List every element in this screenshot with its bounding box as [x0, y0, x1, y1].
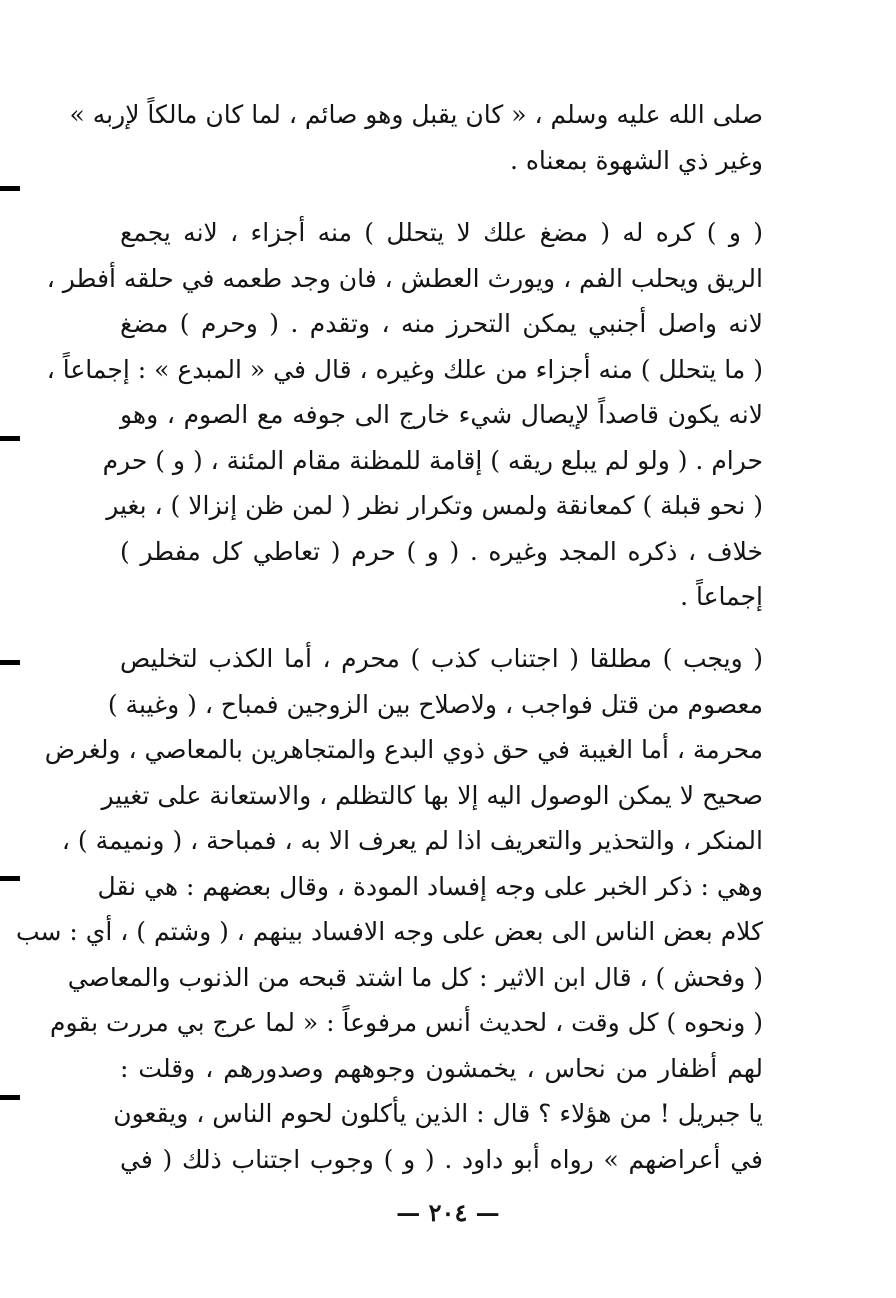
text-line: لانه واصل أجنبي يمكن التحرز منه ، وتقدم . ( وحرم ) مضغ	[120, 309, 763, 338]
text-line: وهي : ذكر الخبر على وجه إفساد المودة ، وقال بعضهم : هي نقل	[97, 871, 763, 901]
binding-edge-mark	[0, 876, 20, 881]
text-line: ( ويجب ) مطلقا ( اجتناب كذب ) محرم ، أما الكذب لتخليص	[120, 644, 763, 673]
paragraph-2	[46, 210, 763, 620]
text-line: إجماعاً .	[680, 582, 763, 611]
binding-edge-mark	[0, 660, 20, 665]
text-line: لانه يكون قاصداً لإيصال شيء خارج الى جوفه مع الصوم ، وهو	[120, 400, 763, 429]
binding-edge-mark	[0, 436, 20, 441]
text-line: محرمة ، أما الغيبة في حق ذوي البدع والمتجاهرين بالمعاصي ، ولغرض	[44, 735, 763, 764]
text-line: خلاف ، ذكره المجد وغيره . ( و ) حرم ( تعاطي كل مفطر )	[120, 536, 763, 566]
paragraph-1	[69, 92, 763, 183]
text-line: وغير ذي الشهوة بمعناه .	[509, 145, 763, 175]
text-line: صلى الله عليه وسلم ، « كان يقبل وهو صائم ، لما كان مالكاً لإربه »	[69, 100, 763, 129]
text-line: ( نحو قبلة ) كمعانقة ولمس وتكرار نظر ( لمن ظن إنزالا ) ، بغير	[106, 491, 763, 520]
text-line: ( ما يتحلل ) منه أجزاء من علك وغيره ، قال في « المبدع » : إجماعاً ،	[46, 354, 763, 384]
binding-edge-mark	[0, 186, 20, 191]
text-line: ( وفحش ) ، قال ابن الاثير : كل ما اشتد قبحه من الذنوب والمعاصي	[67, 962, 763, 992]
text-line: يا جبريل ! من هؤلاء ؟ قال : الذين يأكلون لحوم الناس ، ويقعون	[113, 1099, 763, 1128]
text-line: لهم أظفار من نحاس ، يخمشون وجوههم وصدورهم ، وقلت :	[120, 1053, 763, 1083]
text-line: ( و ) كره له ( مضغ علك لا يتحلل ) منه أجزاء ، لانه يجمع	[120, 218, 763, 247]
text-line: كلام بعض الناس الى بعض على وجه الافساد بينهم ، ( وشتم ) ، أي : سب	[15, 917, 763, 946]
text-line: حرام . ( ولو لم يبلع ريقه ) إقامة للمظنة مقام المئنة ، ( و ) حرم	[102, 445, 763, 475]
text-line: المنكر ، والتحذير والتعريف اذا لم يعرف الا به ، فمباحة ، ( ونميمة ) ،	[61, 826, 763, 855]
text-line: في أعراضهم » رواه أبو داود . ( و ) وجوب اجتناب ذلك ( في	[120, 1144, 763, 1174]
paragraph-3	[15, 636, 763, 1182]
text-line: معصوم من قتل فواجب ، ولاصلاح بين الزوجين فمباح ، ( وغيبة )	[107, 689, 763, 719]
text-line: ( ونحوه ) كل وقت ، لحديث أنس مرفوعاً : « لما عرج بي مررت بقوم	[50, 1008, 763, 1037]
binding-edge-mark	[0, 1095, 20, 1100]
page-number: — ٢٠٤ —	[396, 1198, 500, 1227]
text-line: صحيح لا يمكن الوصول اليه إلا بها كالتظلم ، والاستعانة على تغيير	[101, 780, 763, 810]
text-line: الريق ويحلب الفم ، ويورث العطش ، فان وجد طعمه في حلقه أفطر ،	[46, 263, 763, 293]
